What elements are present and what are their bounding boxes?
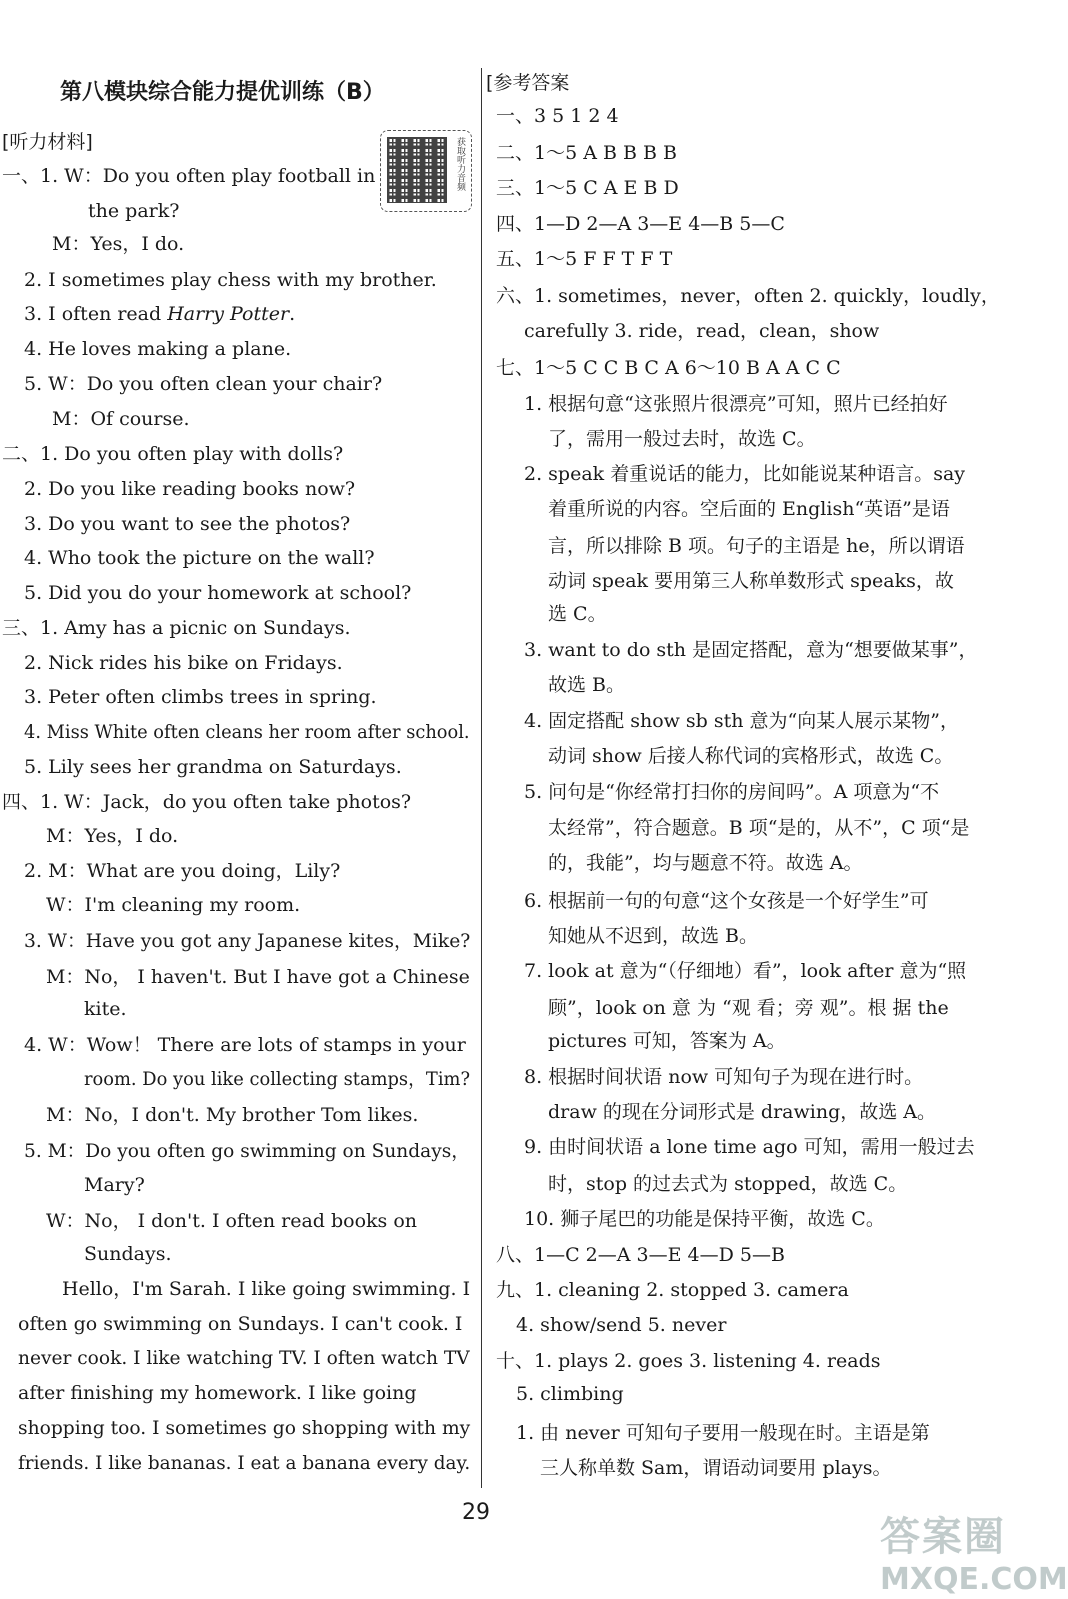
right-line: 4. 固定搭配 show sb sth 意为“向某人展示某物”， [524, 710, 959, 732]
qr-code[interactable] [380, 130, 472, 212]
left-line: kite. [84, 998, 127, 1020]
right-line: 5. climbing [516, 1383, 624, 1405]
right-line: 9. 由时间状语 a lone time ago 可知，需用一般过去 [524, 1136, 975, 1158]
left-line: 4. W：Wow！ There are lots of stamps in your [24, 1034, 466, 1056]
right-line: 知她从不迟到，故选 B。 [548, 925, 759, 947]
right-line: 六、1. sometimes，never，often 2. quickly，loudly， [496, 285, 1000, 307]
watermark-logo: 答案圈 MXQE.COM [880, 1514, 1068, 1597]
right-line: 七、1～5 C C B C A 6～10 B A A C C [496, 357, 841, 379]
left-line: M：Of course. [52, 408, 190, 430]
right-line: 二、1～5 A B B B B [496, 142, 677, 164]
left-line: W：No， I don't. I often read books on [46, 1210, 418, 1232]
right-line: 3. want to do sth 是固定搭配，意为“想要做某事”， [524, 639, 978, 661]
left-line: 2. I sometimes play chess with my brother. [24, 269, 437, 291]
right-line: 顾”，look on 意 为 “观 看；旁 观”。根 据 the [548, 997, 949, 1019]
left-line: room. Do you like collecting stamps，Tim? [84, 1068, 471, 1090]
left-line: 4. Miss White often cleans her room after school. [24, 721, 470, 743]
right-line: carefully 3. ride，read，clean，show [524, 320, 880, 342]
left-line: never cook. I like watching TV. I often watch TV [18, 1347, 470, 1369]
right-line: pictures 可知，答案为 A。 [548, 1030, 786, 1052]
left-line: 2. M：What are you doing，Lily? [24, 860, 341, 882]
left-line: 一、1. W：Do you often play football in [2, 165, 376, 187]
left-line: M：Yes，I do. [46, 825, 179, 847]
page-number: 29 [462, 1500, 490, 1525]
right-line: 动词 show 后接人称代词的宾格形式，故选 C。 [548, 745, 954, 767]
right-line: 了，需用一般过去时，故选 C。 [548, 428, 816, 450]
left-line: 四、1. W：Jack，do you often take photos? [2, 791, 412, 813]
right-line: 着重所说的内容。空后面的 English“英语”是语 [548, 498, 950, 520]
left-line: M：No，I don't. My brother Tom likes. [46, 1104, 419, 1126]
left-line: 3. I often read Harry Potter. [24, 303, 296, 325]
left-line: friends. I like bananas. I eat a banana every day. [18, 1452, 471, 1474]
answer-key-tag: [参考答案 [486, 72, 570, 94]
right-line: 1. 根据句意“这张照片很漂亮”可知，照片已经拍好 [524, 393, 948, 415]
left-line: 4. Who took the picture on the wall? [24, 547, 375, 569]
left-line: shopping too. I sometimes go shopping with my [18, 1417, 471, 1439]
left-line: 5. M：Do you often go swimming on Sundays， [24, 1140, 470, 1162]
right-line: 5. 问句是“你经常打扫你的房间吗”。A 项意为“不 [524, 781, 940, 803]
right-line: 八、1—C 2—A 3—E 4—D 5—B [496, 1244, 785, 1266]
left-line: Hello，I'm Sarah. I like going swimming. I [62, 1278, 471, 1300]
left-line: 5. Lily sees her grandma on Saturdays. [24, 756, 402, 778]
listening-material-tag: [听力材料] [2, 131, 93, 153]
page-title: 第八模块综合能力提优训练（B） [60, 80, 385, 105]
right-line: 的，我能”，均与题意不符。故选 A。 [548, 852, 863, 874]
right-line: 故选 B。 [548, 674, 626, 696]
left-line: 3. W：Have you got any Japanese kites，Mike? [24, 930, 471, 952]
left-line: M：Yes，I do. [52, 233, 185, 255]
qr-code-icon [387, 137, 447, 203]
right-line: 时，stop 的过去式为 stopped，故选 C。 [548, 1173, 908, 1195]
right-line: 动词 speak 要用第三人称单数形式 speaks，故 [548, 570, 954, 592]
left-line: after finishing my homework. I like going [18, 1382, 417, 1404]
right-line: 选 C。 [548, 603, 607, 625]
left-line: 5. W：Do you often clean your chair? [24, 373, 383, 395]
left-line: Mary? [84, 1174, 145, 1196]
right-line: 太经常”，符合题意。B 项“是的，从不”，C 项“是 [548, 817, 970, 839]
right-line: draw 的现在分词形式是 drawing，故选 A。 [548, 1101, 936, 1123]
left-line: Sundays. [84, 1243, 172, 1265]
right-line: 四、1—D 2—A 3—E 4—B 5—C [496, 213, 785, 235]
right-line: 五、1～5 F F T F T [496, 248, 673, 270]
right-line: 言，所以排除 B 项。句子的主语是 he，所以谓语 [548, 535, 965, 557]
right-line: 8. 根据时间状语 now 可知句子为现在进行时。 [524, 1066, 924, 1088]
left-line: 2. Do you like reading books now? [24, 478, 356, 500]
right-line: 三、1～5 C A E B D [496, 177, 679, 199]
right-line: 10. 狮子尾巴的功能是保持平衡，故选 C。 [524, 1208, 885, 1230]
right-line: 十、1. plays 2. goes 3. listening 4. reads [496, 1350, 881, 1372]
right-line: 九、1. cleaning 2. stopped 3. camera [496, 1279, 849, 1301]
left-line: 5. Did you do your homework at school? [24, 582, 412, 604]
right-line: 2. speak 着重说话的能力，比如能说某种语言。say [524, 463, 966, 485]
left-line: often go swimming on Sundays. I can't cook. I [18, 1313, 463, 1335]
qr-label: 获取听力音频 [455, 137, 465, 191]
right-line: 一、3 5 1 2 4 [496, 105, 619, 127]
left-line: 三、1. Amy has a picnic on Sundays. [2, 617, 351, 639]
left-line: W：I'm cleaning my room. [46, 894, 301, 916]
left-line: 2. Nick rides his bike on Fridays. [24, 652, 343, 674]
right-line: 三人称单数 Sam，谓语动词要用 plays。 [540, 1457, 892, 1479]
column-divider [481, 68, 482, 1488]
right-line: 6. 根据前一句的句意“这个女孩是一个好学生”可 [524, 890, 929, 912]
left-line: M：No， I haven't. But I have got a Chinese [46, 966, 470, 988]
left-line: 3. Do you want to see the photos? [24, 513, 351, 535]
right-line: 7. look at 意为“（仔细地）看”，look after 意为“照 [524, 960, 967, 982]
left-line: 3. Peter often climbs trees in spring. [24, 686, 377, 708]
left-line: the park? [88, 200, 180, 222]
left-line: 4. He loves making a plane. [24, 338, 292, 360]
right-line: 4. show/send 5. never [516, 1314, 727, 1336]
right-line: 1. 由 never 可知句子要用一般现在时。主语是第 [516, 1422, 930, 1444]
left-line: 二、1. Do you often play with dolls? [2, 443, 344, 465]
